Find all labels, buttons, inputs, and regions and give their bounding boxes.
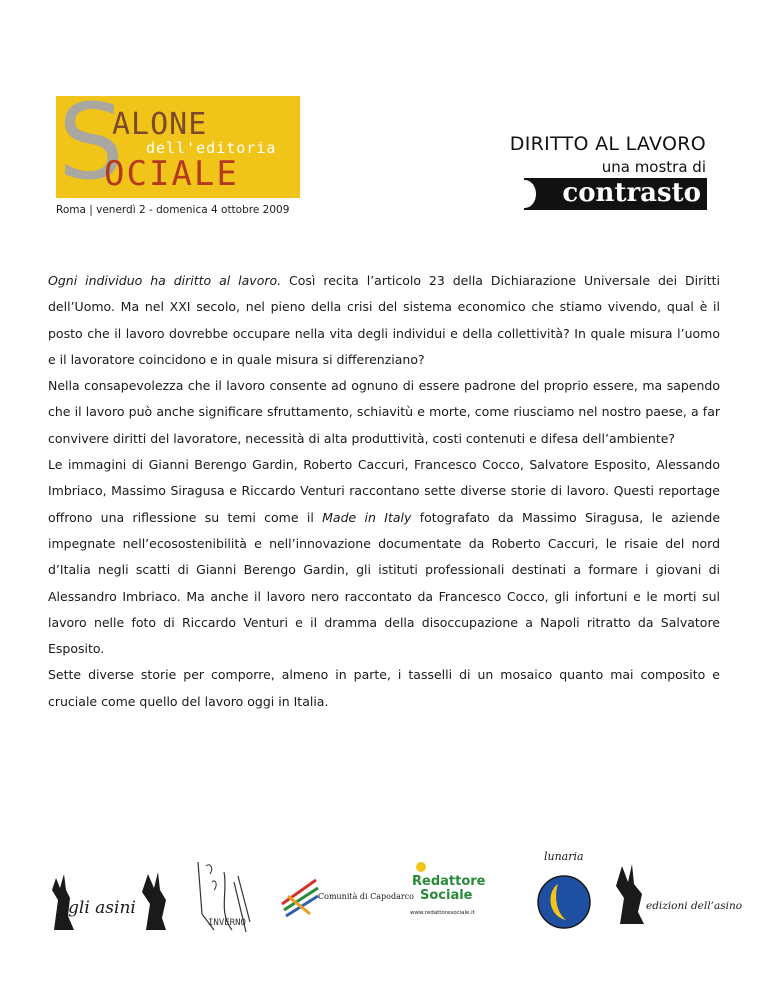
paragraph-1-text: Così recita l’articolo 23 della Dichiarazione Universale dei Diritti dell’Uomo. Ma nel XXI secolo, nel pieno della crisi del sistema economico che stiamo vivendo, qual è il posto che il lavoro dovrebbe occupare nella vita degli individui e della collettività? In quale misura l’uomo e il lavoratore coincidono e in quale misura si differenziano? <box>48 273 720 367</box>
inverno-text: INVERNO <box>208 918 246 928</box>
capodarco-logo <box>280 874 414 924</box>
paragraph-1-quote: Ogni individuo ha diritto al lavoro. <box>48 273 282 288</box>
paragraph-2: Nella consapevolezza che il lavoro consente ad ognuno di essere padrone del proprio essere, ma sapendo che il lavoro può anche significare sfruttamento, schiavitù e morte, come riusciamo nel nostro paese, a far convivere diritti del lavoratore, necessità di alta produttività, costi contenuti e difesa dell’ambiente? <box>48 378 720 446</box>
salone-logo-editoria: dell'editoria <box>146 139 277 157</box>
event-dates: Roma | venerdì 2 - domenica 4 ottobre 2009 <box>56 204 290 216</box>
moon-icon <box>536 866 592 936</box>
capodarco-stripes-icon <box>280 874 320 920</box>
paragraph-3-italic: Made in Italy <box>322 509 412 525</box>
redattore-url: www.redattoresociale.it <box>410 910 475 916</box>
redattore-icon <box>416 862 426 872</box>
paragraph-1 <box>48 268 720 373</box>
capodarco-text: Comunità di Capodarco <box>318 892 414 901</box>
edizioni-asino-text: edizioni dell’asino <box>646 900 743 912</box>
lunaria-logo <box>536 850 592 936</box>
inverno-logo <box>188 852 260 936</box>
salone-logo-sociale: OCIALE <box>104 154 239 194</box>
salone-logo <box>56 81 300 203</box>
gli-asini-text: gli asini <box>68 898 136 918</box>
redattore-sociale-logo <box>408 862 484 934</box>
donkey-icon <box>48 860 170 932</box>
edizioni-asino-logo <box>612 856 743 936</box>
gli-asini-logo <box>48 860 170 932</box>
paragraph-3-text-b: fotografato da Massimo Siragusa, le aziende impegnate nell’ecosostenibilità e nell’innovazione documentate da Roberto Caccuri, le risaie del nord d’Italia negli scatti di Gianni Berengo Gardin, gli istituti professionali destinati a formare i giovani di Alessandro Imbriaco. Ma anche il lavoro nero raccontato da Francesco Cocco, gli infortuni e le morti sul lavoro nelle foto di Riccardo Venturi e il dramma della disoccupazione a Napoli ritratto da Salvatore Esposito. <box>48 509 721 657</box>
salone-logo-s: S <box>58 81 125 203</box>
lunaria-text: lunaria <box>544 850 584 863</box>
paragraph-3 <box>48 452 720 662</box>
contrasto-logo <box>524 178 707 210</box>
exhibition-subtitle: una mostra di <box>601 158 706 176</box>
contrasto-logo-text: contrasto <box>562 178 701 208</box>
article-body <box>48 268 720 715</box>
partner-logos <box>0 840 768 950</box>
paragraph-3-text-a: Le immagini di Gianni Berengo Gardin, Roberto Caccuri, Francesco Cocco, Salvatore Esposito, Alessando Imbriaco, Massimo Siragusa e Riccardo Venturi raccontano sette diverse storie di lavoro. Questi reportage offrono una riflessione su temi come il <box>48 457 720 525</box>
redattore-text-1: Redattore <box>412 874 486 889</box>
exhibition-title: DIRITTO AL LAVORO <box>509 133 706 155</box>
salone-logo-alone: ALONE <box>112 107 208 142</box>
redattore-text-2: Sociale <box>420 888 473 903</box>
donkey-icon <box>612 856 652 926</box>
paragraph-4: Sette diverse storie per comporre, almeno in parte, i tasselli di un mosaico quanto mai composito e cruciale come quello del lavoro oggi in Italia. <box>48 667 720 709</box>
